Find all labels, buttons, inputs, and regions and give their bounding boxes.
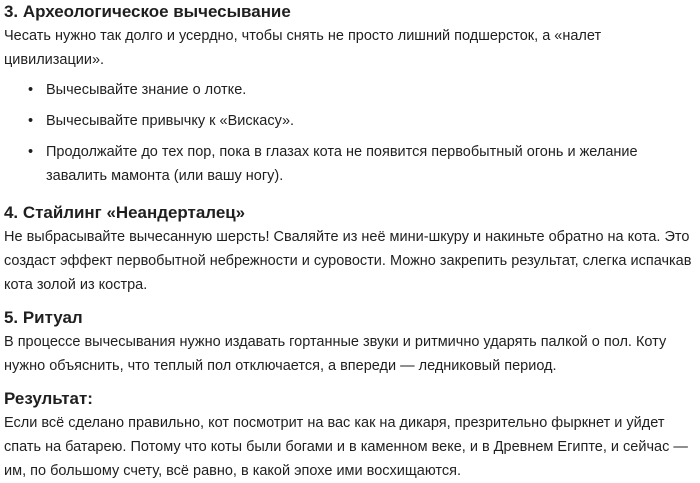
bullet-icon: • [28,113,34,129]
section-heading-ritual: 5. Ритуал [4,308,83,327]
spacer [4,378,692,387]
section-heading-result: Результат: [4,389,93,408]
bullet-icon: • [28,144,34,160]
list-item [28,78,692,102]
list-item [28,140,692,188]
list-item-text: Вычесывайте привычку к «Вискасу». [46,113,295,129]
bullet-icon: • [28,82,34,98]
spacer [4,297,692,306]
section-paragraph: Если всё сделано правильно, кот посмотрит на вас как на дикаря, презрительно фыркнет и уйдет спать на батарею. Потому что коты были богами и в каменном веке, и в Древнем Египте, и сейчас — им, по большому счету, всё равно, в какой эпохе ими восхищаются. [4,415,688,479]
list-item-text: Вычесывайте знание о лотке. [46,82,247,98]
section-paragraph: Чесать нужно так долго и усердно, чтобы снять не просто лишний подшерсток, а «налет цивилизации». [4,28,602,68]
section-paragraph: В процессе вычесывания нужно издавать гортанные звуки и ритмично ударять палкой о пол. Коту нужно объяснить, что теплый пол отключается, а впереди — ледниковый период. [4,334,667,374]
list-item-text: Продолжайте до тех пор, пока в глазах кота не появится первобытный огонь и желание завалить мамонта (или вашу ногу). [46,144,638,184]
list-item [28,109,692,133]
section-heading-neanderthal-styling: 4. Стайлинг «Неандерталец» [4,203,246,222]
section-paragraph: Не выбрасывайте вычесанную шерсть! Сваляйте из неё мини-шкуру и накиньте обратно на кота. Это создаст эффект первобытной небрежности и суровости. Можно закрепить результат, слегка испачкав кота золой из костра. [4,229,692,293]
bullet-list [4,78,692,188]
section-heading-archaeological-brushing: 3. Археологическое вычесывание [4,2,291,21]
